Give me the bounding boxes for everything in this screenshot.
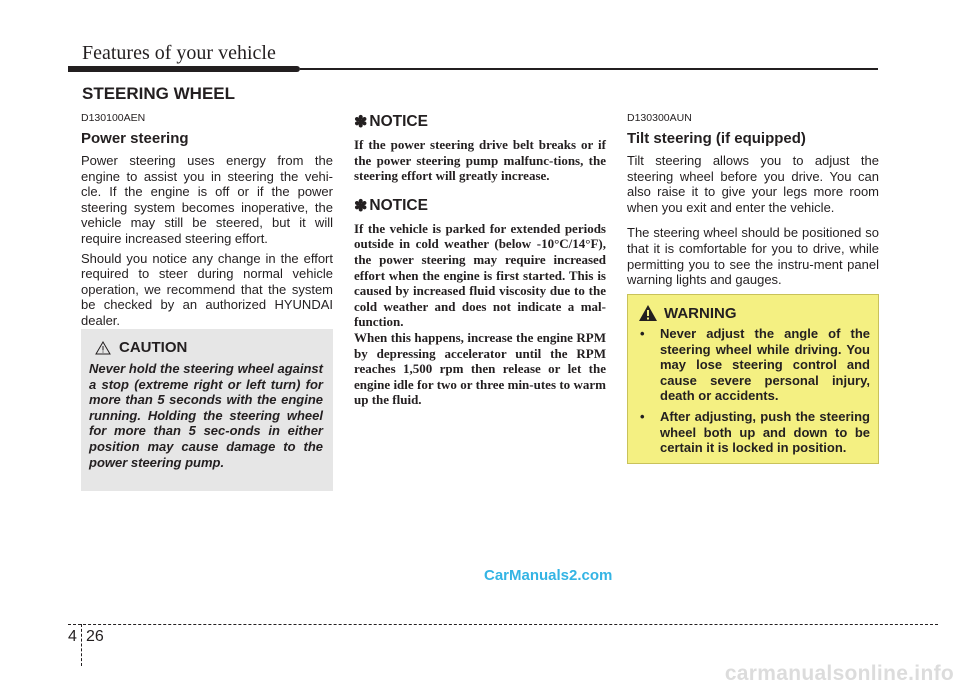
warning-title: WARNING (664, 304, 737, 322)
notice-header-1 (354, 112, 606, 132)
power-steering-title: Power steering (81, 130, 189, 147)
notice-header-2 (354, 196, 606, 216)
watermark-link[interactable]: CarManuals2.com (484, 567, 613, 584)
caution-triangle-icon (95, 341, 111, 355)
notice-star-icon: ✽ (354, 197, 368, 215)
warning-item: • After adjusting, push the steering wheel both up and down to be certain it is locked in position. (640, 408, 870, 456)
notice-column (354, 112, 606, 420)
caution-text: Never hold the steering wheel against a stop (extreme right or left turn) for more than 5 seconds with the engine running. Holding the steering wheel for more than 5 sec-onds in either position may cause damage to the power steering pump. (89, 361, 323, 470)
footer-chapter-number: 4 (68, 628, 77, 645)
warning-box (627, 294, 879, 464)
tilt-steering-paragraph-1: Tilt steering allows you to adjust the steering wheel before you drive. You can also raise it to give your legs more room when you exit and enter the vehicle. (627, 153, 879, 215)
header-bar (68, 66, 300, 72)
warning-item: • Never adjust the angle of the steering wheel while driving. You may lose steering control and cause severe personal injury, death or accidents. (640, 326, 870, 404)
power-steering-column (81, 112, 333, 333)
notice-text-2: If the vehicle is parked for extended periods outside in cold weather (below -10°C/14°F), the power steering may require increased effort when the engine is first started. This is caused by increased fluid viscosity due to the cold weather and does not indicate a mal-function. (354, 220, 606, 330)
tilt-steering-code: D130300AUN (627, 112, 692, 124)
caution-box (81, 329, 333, 491)
site-watermark: carmanualsonline.info (724, 662, 954, 685)
power-steering-paragraph-1: Power steering uses energy from the engine to assist you in steering the vehi-cle. If the engine is off or if the power steering system becomes inoperative, the vehicle may still be steered, but it will require increased steering effort. (81, 153, 333, 246)
warning-header (638, 304, 870, 322)
tilt-steering-title: Tilt steering (if equipped) (627, 130, 806, 147)
warning-triangle-icon (638, 304, 658, 322)
warning-item-text-1: Never adjust the angle of the steering wheel while driving. You may lose steering control and cause severe personal injury, death or accidents. (660, 326, 870, 404)
header-title: Features of your vehicle (82, 42, 276, 64)
caution-title: CAUTION (119, 339, 188, 356)
tilt-steering-paragraph-2: The steering wheel should be positioned so that it is comfortable for you to drive, while permitting you to see the instru-ment panel warning lights and gauges. (627, 225, 879, 288)
footer-rule (68, 624, 938, 625)
power-steering-code: D130100AEN (81, 112, 146, 124)
footer-divider (81, 624, 82, 666)
notice-star-icon: ✽ (354, 114, 368, 131)
tilt-steering-column (627, 112, 879, 292)
notice-text-1: If the power steering drive belt breaks or if the power steering pump malfunc-tions, the steering effort will greatly increase. (354, 137, 606, 184)
notice-text-2b: When this happens, increase the engine RPM by depressing accelerator until the RPM reaches 1,500 rpm then release or let the engine idle for two or three min-utes to warm up the fluid. (354, 329, 606, 408)
warning-list (638, 326, 870, 456)
section-title: STEERING WHEEL (82, 84, 236, 103)
warning-item-text-2: After adjusting, push the steering wheel both up and down to be certain it is locked in position. (660, 408, 870, 456)
power-steering-paragraph-2: Should you notice any change in the effort required to steer during normal vehicle operation, we recommend that the system be checked by an authorized HYUNDAI dealer. (81, 250, 333, 328)
notice-title-1: NOTICE (369, 113, 428, 130)
footer-page-number: 26 (86, 628, 104, 645)
header-rule (300, 68, 878, 70)
caution-header (95, 339, 323, 356)
notice-title-2: NOTICE (369, 196, 428, 214)
